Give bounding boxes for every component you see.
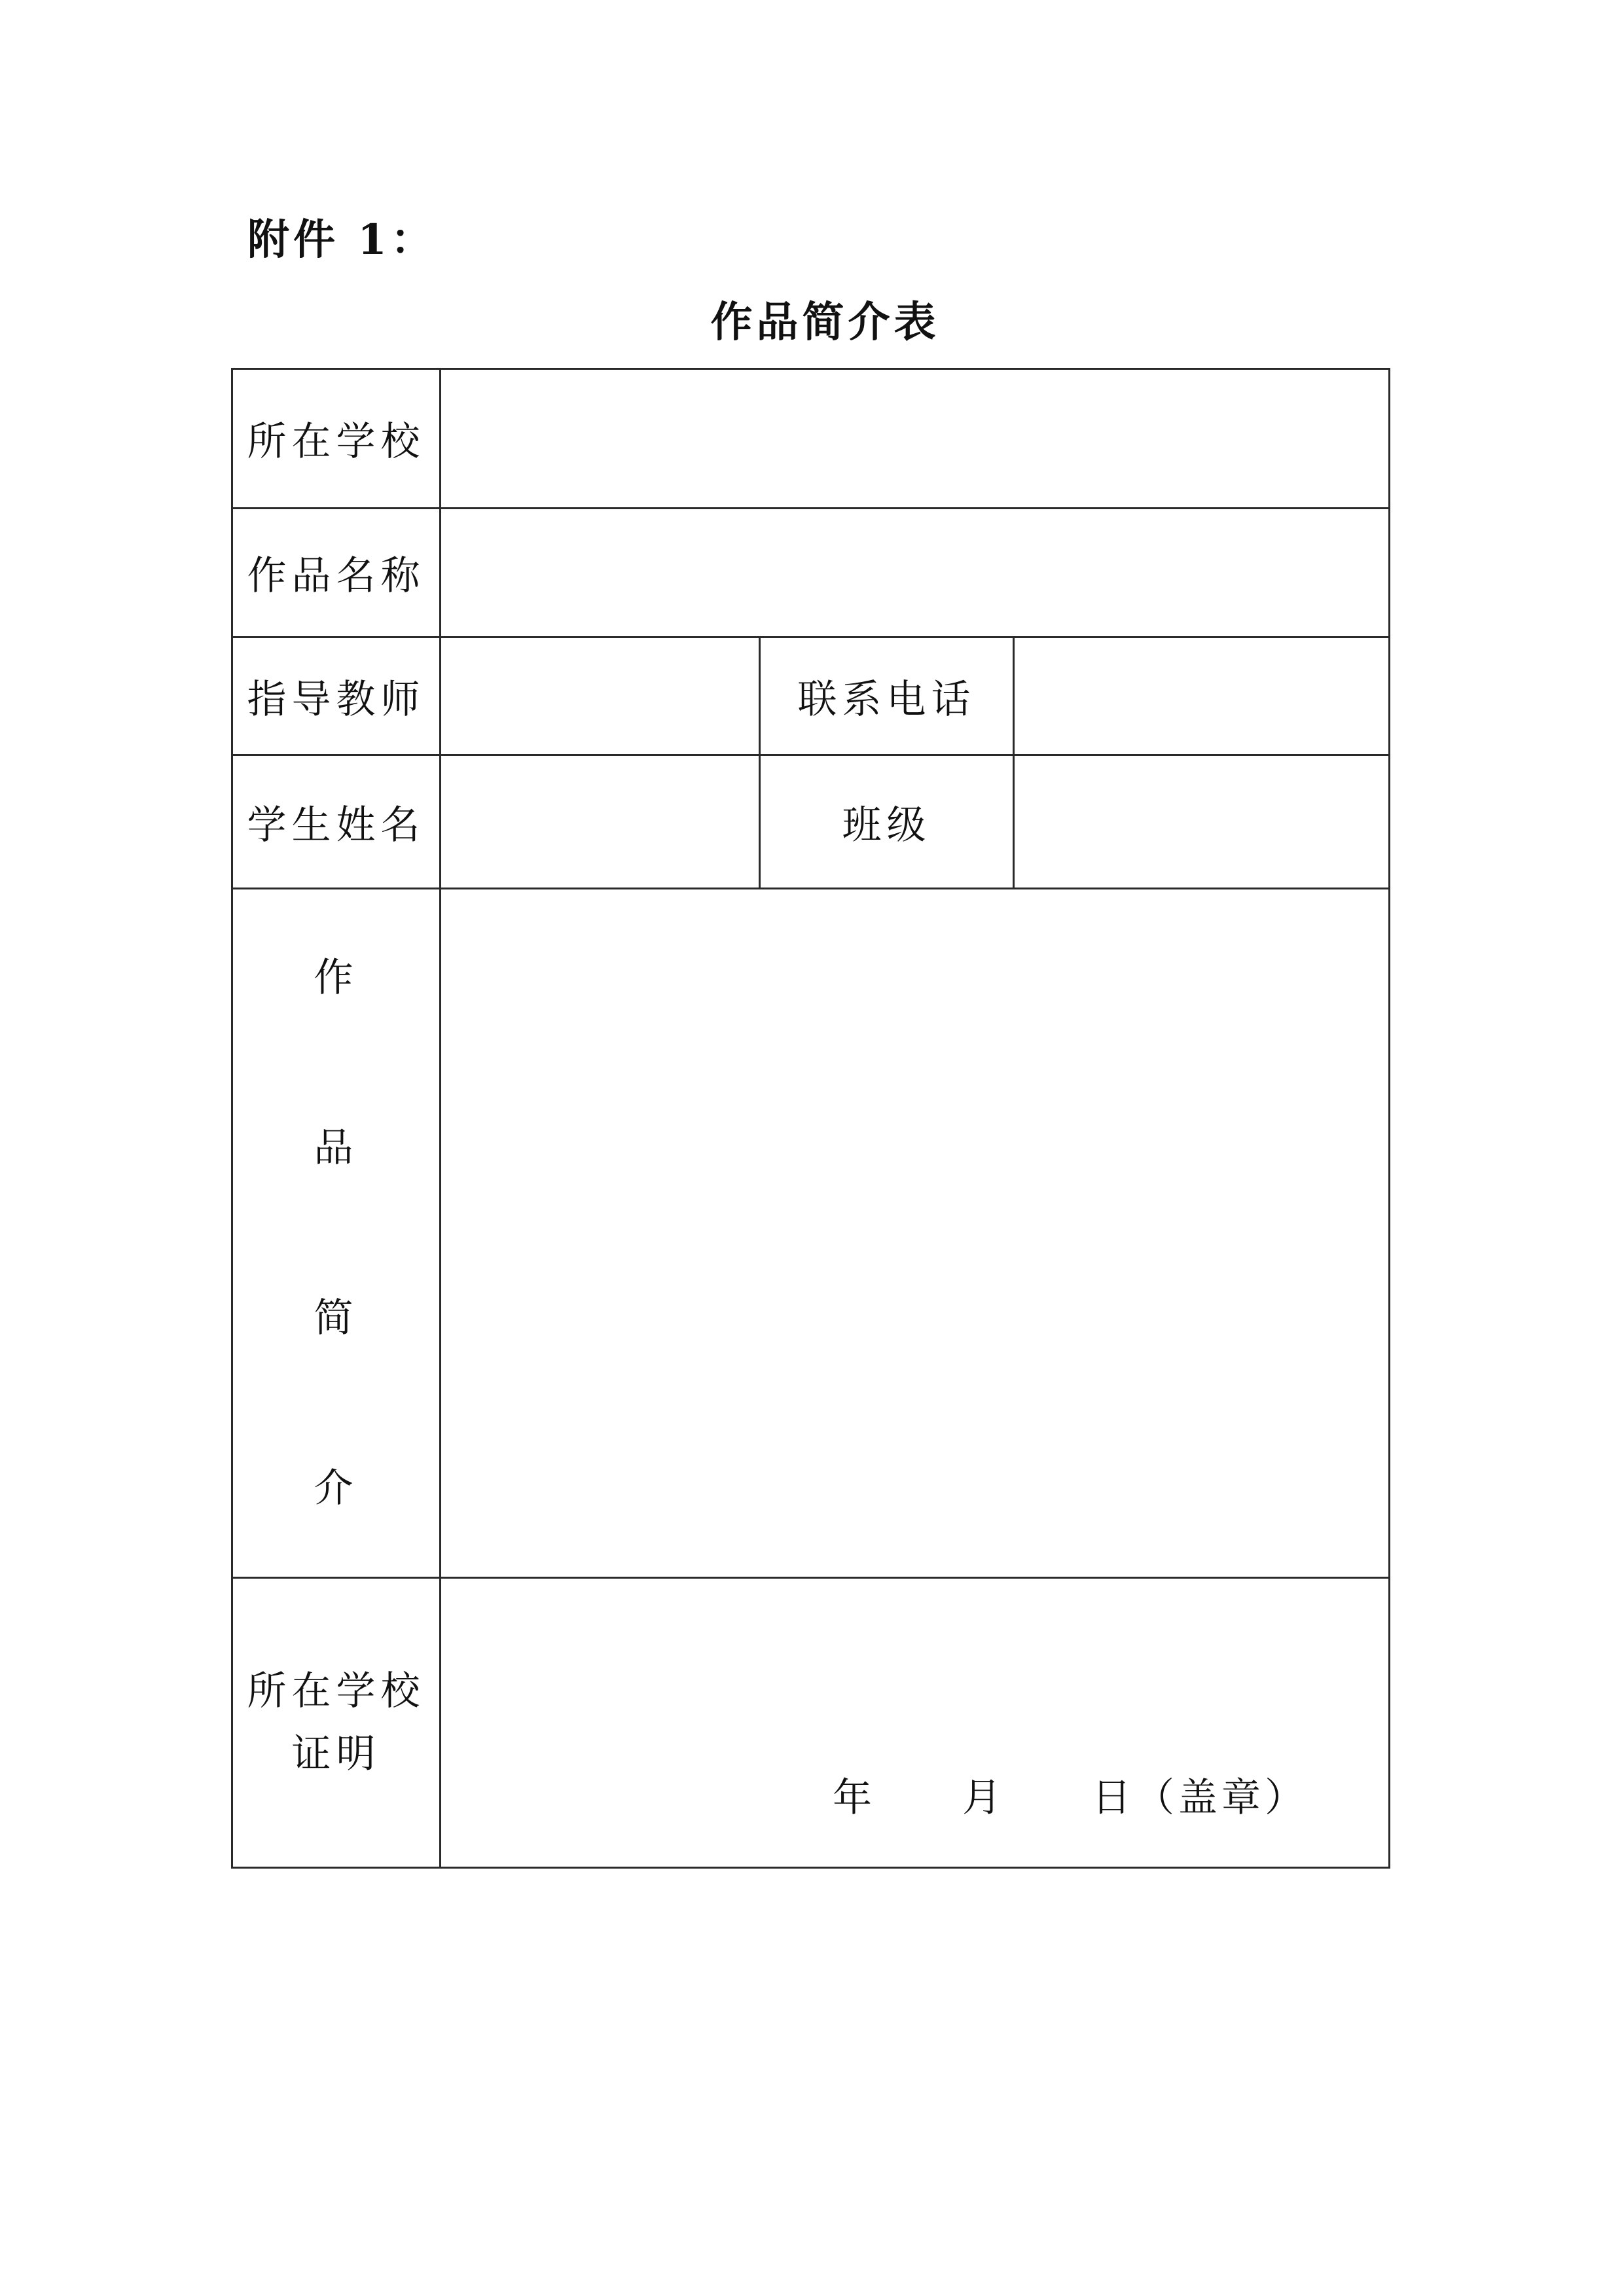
cert-field[interactable] — [441, 1578, 1390, 1868]
date-day-seal: 日（盖章） — [1092, 1775, 1308, 1821]
phone-label-cell — [760, 637, 1014, 755]
intro-char-3: 简 — [314, 1295, 359, 1341]
school-field[interactable] — [441, 369, 1390, 509]
teacher-label: 指导教师 — [247, 676, 425, 723]
class-label: 班级 — [842, 802, 931, 848]
intro-char-1: 作 — [314, 955, 359, 1001]
teacher-field[interactable] — [441, 637, 760, 755]
work-intro-form — [231, 368, 1390, 1869]
row-certification — [232, 1578, 1390, 1868]
intro-label-cell — [232, 889, 441, 1578]
student-field[interactable] — [441, 755, 760, 889]
class-field[interactable] — [1014, 755, 1390, 889]
student-label-cell — [232, 755, 441, 889]
school-label-cell — [232, 369, 441, 509]
intro-char-2: 品 — [314, 1125, 359, 1171]
cert-label-line2: 证明 — [291, 1731, 381, 1777]
school-label: 所在学校 — [247, 419, 425, 465]
form-title: 作品简介表 — [710, 298, 940, 347]
intro-vertical-label — [233, 952, 439, 1515]
cert-label-line1: 所在学校 — [247, 1668, 425, 1714]
phone-field[interactable] — [1014, 637, 1390, 755]
intro-field[interactable] — [441, 889, 1390, 1578]
class-label-cell — [760, 755, 1014, 889]
row-school — [232, 369, 1390, 509]
work-name-label: 作品名称 — [247, 553, 425, 599]
phone-label: 联系电话 — [797, 676, 976, 723]
row-work-name — [232, 509, 1390, 637]
attachment-label: 附件 1： — [247, 215, 437, 264]
work-name-label-cell — [232, 509, 441, 637]
row-student — [232, 755, 1390, 889]
row-teacher — [232, 637, 1390, 755]
date-month: 月 — [962, 1775, 1005, 1821]
intro-char-4: 介 — [314, 1465, 359, 1511]
work-name-field[interactable] — [441, 509, 1390, 637]
date-stamp-line — [833, 1772, 1308, 1824]
date-year: 年 — [833, 1775, 876, 1821]
row-intro — [232, 889, 1390, 1578]
student-label: 学生姓名 — [247, 802, 425, 848]
cert-label-cell — [232, 1578, 441, 1868]
cert-label — [233, 1660, 439, 1785]
teacher-label-cell — [232, 637, 441, 755]
